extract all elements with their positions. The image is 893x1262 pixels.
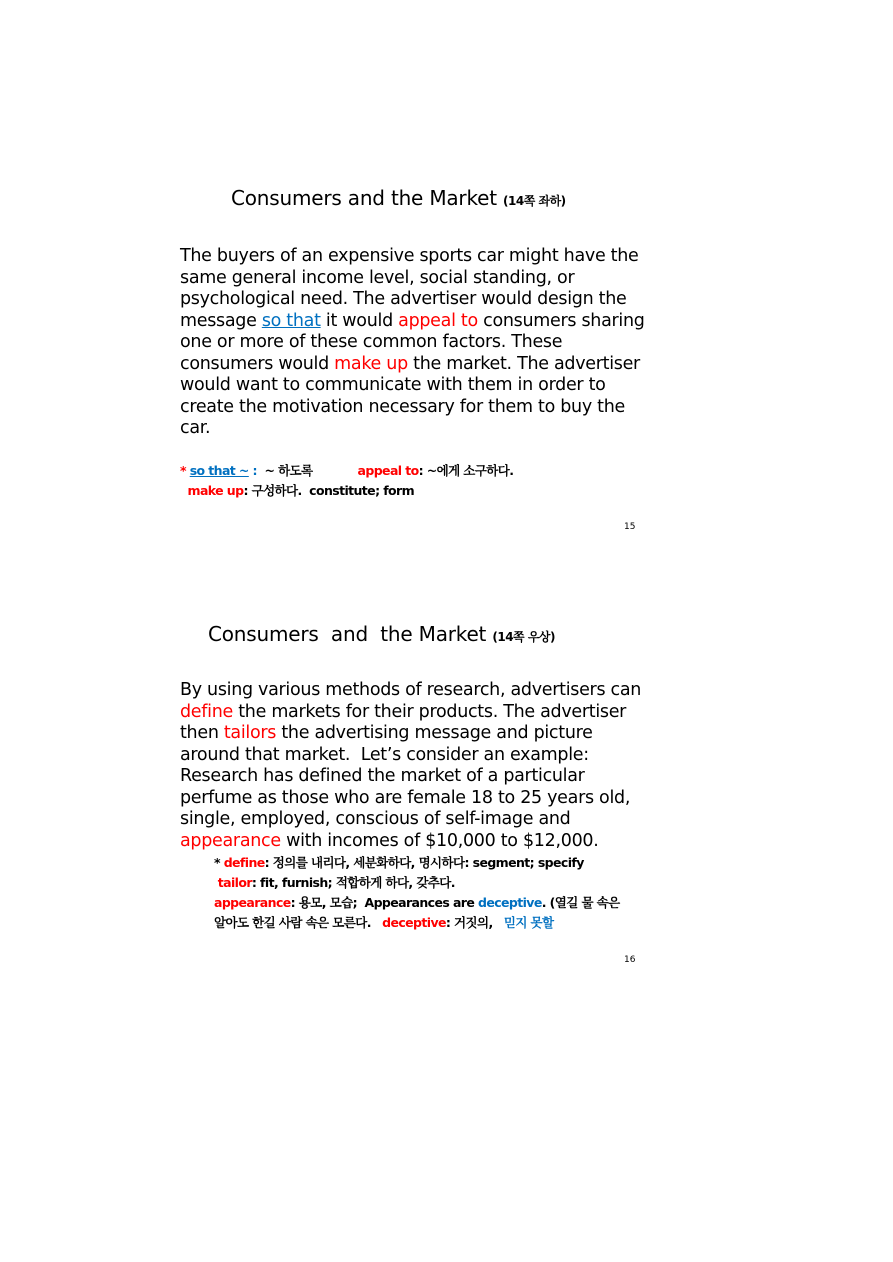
text-run: The buyers of an expensive sports car might have the <box>180 246 639 266</box>
slide2-page-number: 16 <box>624 955 636 965</box>
text-run: create the motivation necessary for them to buy the <box>180 396 625 417</box>
text-run: perfume as those who are female 18 to 25 years old, <box>180 787 631 808</box>
slide2-notes-line <box>214 873 620 893</box>
slide2-notes-line <box>214 853 620 873</box>
slide2-paragraph-line <box>180 680 641 702</box>
slide1-paragraph-line <box>180 268 645 290</box>
highlighted-term: deceptive <box>382 915 446 930</box>
slide2-paragraph-line <box>180 723 641 745</box>
text-run: then <box>180 723 224 743</box>
text-run: it would <box>320 310 399 331</box>
text-run: . (열길 물 속은 <box>541 895 620 910</box>
text-run: : 용모, 모습; Appearances are <box>290 895 478 910</box>
text-run: : 거짓의, <box>445 915 504 930</box>
slide1-paragraph-line <box>180 311 645 333</box>
highlighted-term: make up <box>187 483 244 498</box>
text-run: psychological need. The advertiser would design the <box>180 289 627 309</box>
text-run: Research has defined the market of a particular <box>180 766 585 786</box>
text-run: * <box>214 855 224 870</box>
slide2-title-text: Consumers and the Market <box>208 622 487 646</box>
slide1-paragraph <box>180 246 645 440</box>
text-run: : fit, furnish; 적합하게 하다, 갖추다. <box>251 875 455 890</box>
text-run: one or more of these common factors. These <box>180 332 563 352</box>
text-run: would want to communicate with them in order to <box>180 375 606 395</box>
highlighted-term: so that ~ <box>189 463 249 478</box>
slide1-notes-line <box>180 481 513 501</box>
text-run <box>180 483 188 498</box>
slide2-paragraph-line <box>180 745 641 767</box>
highlighted-term: define <box>223 855 265 870</box>
highlighted-term: appearance <box>180 830 281 851</box>
slide2-paragraph <box>180 680 641 852</box>
highlighted-term: 믿지 못할 <box>503 915 554 930</box>
slide2-paragraph-line <box>180 788 641 810</box>
text-run: car. <box>180 418 211 438</box>
text-run: the advertising message and picture <box>276 723 593 743</box>
text-run: : ~에게 소구하다. <box>418 463 514 478</box>
text-run: with incomes of $10,000 to $12,000. <box>280 830 599 851</box>
slide2-notes-line <box>214 893 620 913</box>
slide2-paragraph-line <box>180 831 641 853</box>
text-run: By using various methods of research, advertisers can <box>180 680 642 700</box>
slide1-paragraph-line <box>180 289 645 311</box>
slide1-paragraph-line <box>180 332 645 354</box>
highlighted-term: so that <box>261 310 321 331</box>
slide2-paragraph-line <box>180 702 641 724</box>
highlighted-term: deceptive <box>477 895 542 910</box>
slide1-paragraph-line <box>180 397 645 419</box>
highlighted-term: * <box>180 463 190 478</box>
highlighted-term: make up <box>334 353 408 374</box>
text-run: the market. The advertiser <box>407 353 640 374</box>
highlighted-term: appeal to <box>357 463 419 478</box>
slide1-paragraph-line <box>180 375 645 397</box>
text-run: : 구성하다. constitute; form <box>243 483 415 498</box>
text-run: consumers sharing <box>477 310 645 331</box>
slide2-notes-line <box>214 913 620 933</box>
highlighted-term: define <box>180 701 233 722</box>
text-run: single, employed, conscious of self-image and <box>180 809 571 829</box>
slide2-notes <box>214 853 620 933</box>
slide1-paragraph-line <box>180 354 645 376</box>
text-run: around that market. Let’s consider an example: <box>180 744 589 765</box>
text-run: message <box>180 310 262 331</box>
text-run: same general income level, social standing, or <box>180 267 575 288</box>
slide2-title <box>208 622 555 646</box>
text-run: ~ 하도록 <box>260 463 358 478</box>
highlighted-term: tailor <box>217 875 252 890</box>
slide1-title-sub: (14쪽 좌하) <box>503 194 566 208</box>
highlighted-term: appearance <box>214 895 291 910</box>
slide1-title-text: Consumers and the Market <box>231 186 497 210</box>
slide2-paragraph-line <box>180 809 641 831</box>
slide2-title-sub: (14쪽 우상) <box>492 630 555 644</box>
text-run: 알아도 한길 사람 속은 모른다. <box>214 915 383 930</box>
slide1-paragraph-line <box>180 418 645 440</box>
highlighted-term: appeal to <box>398 310 478 331</box>
highlighted-term: : <box>248 463 261 478</box>
text-run: : 정의를 내리다, 세분화하다, 명시하다: segment; specify <box>264 855 584 870</box>
text-run: consumers would <box>180 353 335 374</box>
slide2-paragraph-line <box>180 766 641 788</box>
slide1-paragraph-line <box>180 246 645 268</box>
slide1-notes <box>180 461 513 501</box>
slide1-notes-line <box>180 461 513 481</box>
text-run: the markets for their products. The advertiser <box>232 701 627 722</box>
slide1-page-number: 15 <box>624 522 636 532</box>
slide1-title <box>231 186 566 210</box>
highlighted-term: tailors <box>223 723 277 743</box>
